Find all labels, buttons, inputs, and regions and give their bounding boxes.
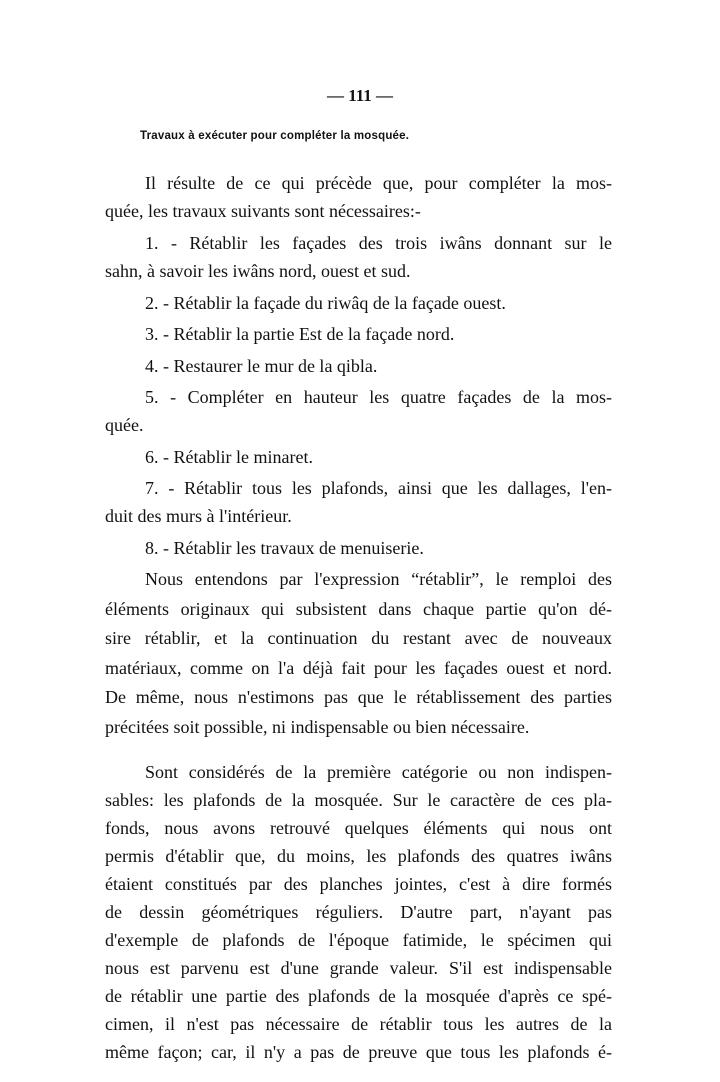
text-line: sables: les plafonds de la mosquée. Sur le caractère de ces pla- [105, 790, 612, 810]
text-line: précitées soit possible, ni indispensable ou bien nécessaire. [105, 716, 530, 737]
section-heading: Travaux à exécuter pour compléter la mosquée. [140, 130, 410, 142]
list-item-7: 7. - Rétablir tous les plafonds, ainsi que les dallages, l'en- [145, 478, 612, 498]
text-line: nous est parvenu est d'une grande valeur. S'il est indispensable [105, 958, 612, 978]
intro-paragraph [105, 169, 612, 225]
list-item-4: 4. - Restaurer le mur de la qibla. [145, 355, 378, 376]
work-list [105, 228, 612, 564]
text-line: Nous entendons par l'expression “rétablir”, le remploi des [145, 569, 612, 589]
text-line: étaient constitués par des planches jointes, c'est à dire formés [105, 874, 612, 894]
text-line: Sont considérés de la première catégorie ou non indispen- [145, 762, 612, 782]
text-line: cimen, il n'est pas nécessaire de rétablir tous les autres de la [105, 1014, 612, 1034]
text-line: quée, les travaux suivants sont nécessaires:- [105, 201, 421, 221]
text-line: de dessin géométriques réguliers. D'autre part, n'ayant pas [105, 902, 612, 922]
list-item-6: 6. - Rétablir le minaret. [145, 446, 313, 467]
list-item-3: 3. - Rétablir la partie Est de la façade nord. [145, 324, 455, 344]
paragraph-2 [105, 565, 612, 742]
text-line: d'exemple de plafonds de l'époque fatimide, le spécimen qui [105, 930, 612, 950]
text-line: Il résulte de ce qui précède que, pour compléter la mos- [145, 173, 612, 193]
text-line: permis d'établir que, du moins, les plafonds des quatres iwâns [105, 846, 612, 866]
list-item-1-cont: sahn, à savoir les iwâns nord, ouest et sud. [105, 260, 411, 281]
list-item-8: 8. - Rétablir les travaux de menuiserie. [145, 537, 424, 558]
text-line: De même, nous n'estimons pas que le rétablissement des parties [105, 687, 612, 707]
list-item-5-cont: quée. [105, 414, 144, 435]
list-item-5: 5. - Compléter en hauteur les quatre façades de la mos- [145, 387, 612, 407]
text-line: fonds, nous avons retrouvé quelques éléments qui nous ont [105, 818, 612, 838]
list-item-1: 1. - Rétablir les façades des trois iwâns donnant sur le [145, 233, 612, 253]
list-item-7-cont: duit des murs à l'intérieur. [105, 505, 292, 526]
text-line: sire rétablir, et la continuation du restant avec de nouveaux [105, 628, 612, 648]
paragraph-3 [105, 758, 612, 1066]
text-line: même façon; car, il n'y a pas de preuve que tous les plafonds é- [105, 1042, 612, 1062]
text-line: matériaux, comme on l'a déjà fait pour les façades ouest et nord. [105, 657, 612, 678]
text-line: éléments originaux qui subsistent dans chaque partie qu'on dé- [105, 598, 612, 619]
list-item-2: 2. - Rétablir la façade du riwâq de la façade ouest. [145, 292, 506, 313]
text-line: de rétablir une partie des plafonds de la mosquée d'après ce spé- [105, 986, 612, 1006]
page-number: — 111 — [326, 86, 394, 105]
